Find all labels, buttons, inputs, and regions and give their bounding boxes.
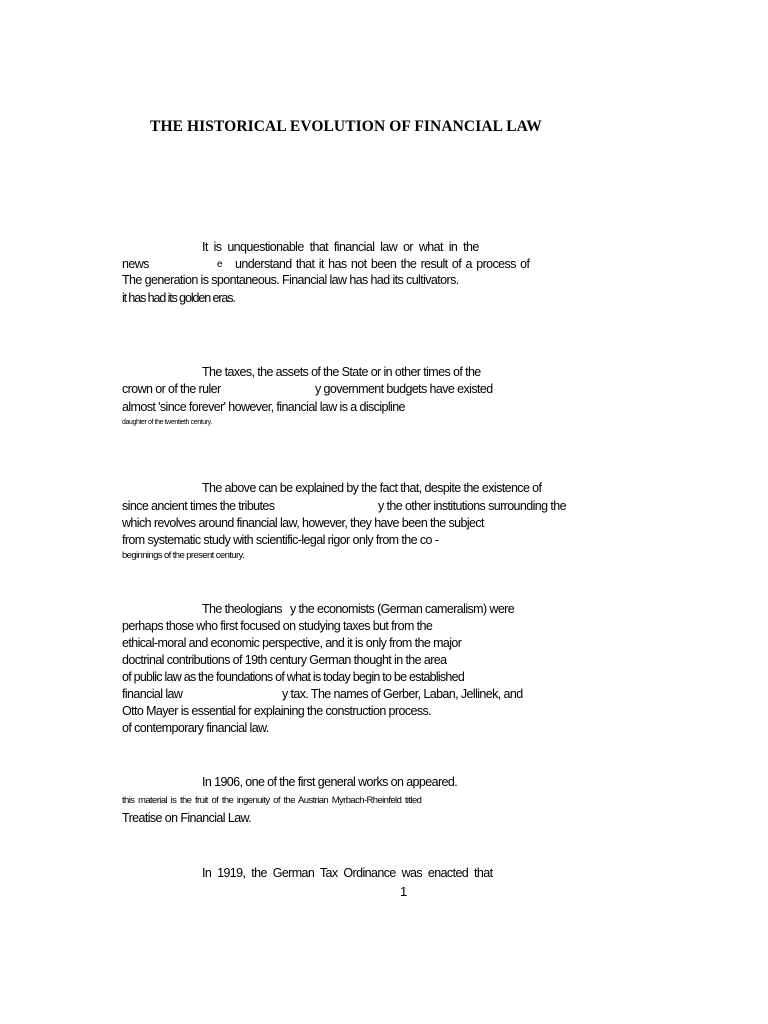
paragraph-3-line-1: The above can be explained by the fact that, despite the existence of [202,481,542,495]
paragraph-2-line-1: The taxes, the assets of the State or in other times of the [202,365,481,379]
paragraph-4-line-6-end: y tax. The names of Gerber, Laban, Jellinek, and [282,687,523,701]
paragraph-4-line-1-end: y the economists (German cameralism) were [290,602,515,616]
document-title: THE HISTORICAL EVOLUTION OF FINANCIAL LAW [150,118,542,135]
paragraph-5-line-1: In 1906, one of the first general works on appeared. [202,775,458,789]
paragraph-5-line-2: this material is the fruit of the ingenuity of the Austrian Myrbach-Rheinfeld titled [122,795,422,806]
paragraph-4-line-7: Otto Mayer is essential for explaining the construction process. [122,704,431,718]
paragraph-3-line-4: from systematic study with scientific-legal rigor only from the co - [122,533,439,547]
paragraph-4-line-6-start: financial law [122,687,183,701]
paragraph-4-line-2: perhaps those who first focused on studying taxes but from the [122,619,433,633]
paragraph-1-line-4: it has had its golden eras. [122,291,235,305]
paragraph-1-line-1: It is unquestionable that financial law or what in the [202,240,479,254]
paragraph-2-line-2-end: y government budgets have existed [315,382,493,396]
paragraph-4-line-1-start: The theologians [202,602,282,616]
paragraph-4-line-3: ethical-moral and economic perspective, and it is only from the major [122,636,462,650]
paragraph-4-line-5: of public law as the foundations of what is today begin to be established [122,670,465,684]
paragraph-1-stray-letter: e [217,259,223,270]
paragraph-2-line-2-start: crown or of the ruler [122,382,221,396]
paragraph-4-line-4: doctrinal contributions of 19th century German thought in the area [122,653,447,667]
paragraph-6-line-1: In 1919, the German Tax Ordinance was enacted that [202,866,493,880]
paragraph-3-line-2-start: since ancient times the tributes [122,499,275,513]
paragraph-4-line-8: of contemporary financial law. [122,721,269,735]
paragraph-2-line-3: almost 'since forever' however, financial law is a discipline [122,400,405,414]
page-number: 1 [400,884,408,899]
paragraph-5-line-3: Treatise on Financial Law. [122,811,252,825]
paragraph-1-line-2-start: news [122,257,149,271]
paragraph-1-line-2-end: understand that it has not been the result of a process of [235,257,530,271]
paragraph-3-line-5: beginnings of the present century. [122,550,245,561]
paragraph-1-line-3: The generation is spontaneous. Financial law has had its cultivators. [122,273,459,287]
paragraph-3-line-3: which revolves around financial law, however, they have been the subject [122,516,484,530]
paragraph-3-line-2-end: y the other institutions surrounding the [378,499,566,513]
paragraph-2-line-4: daughter of the twentieth century. [122,419,212,426]
